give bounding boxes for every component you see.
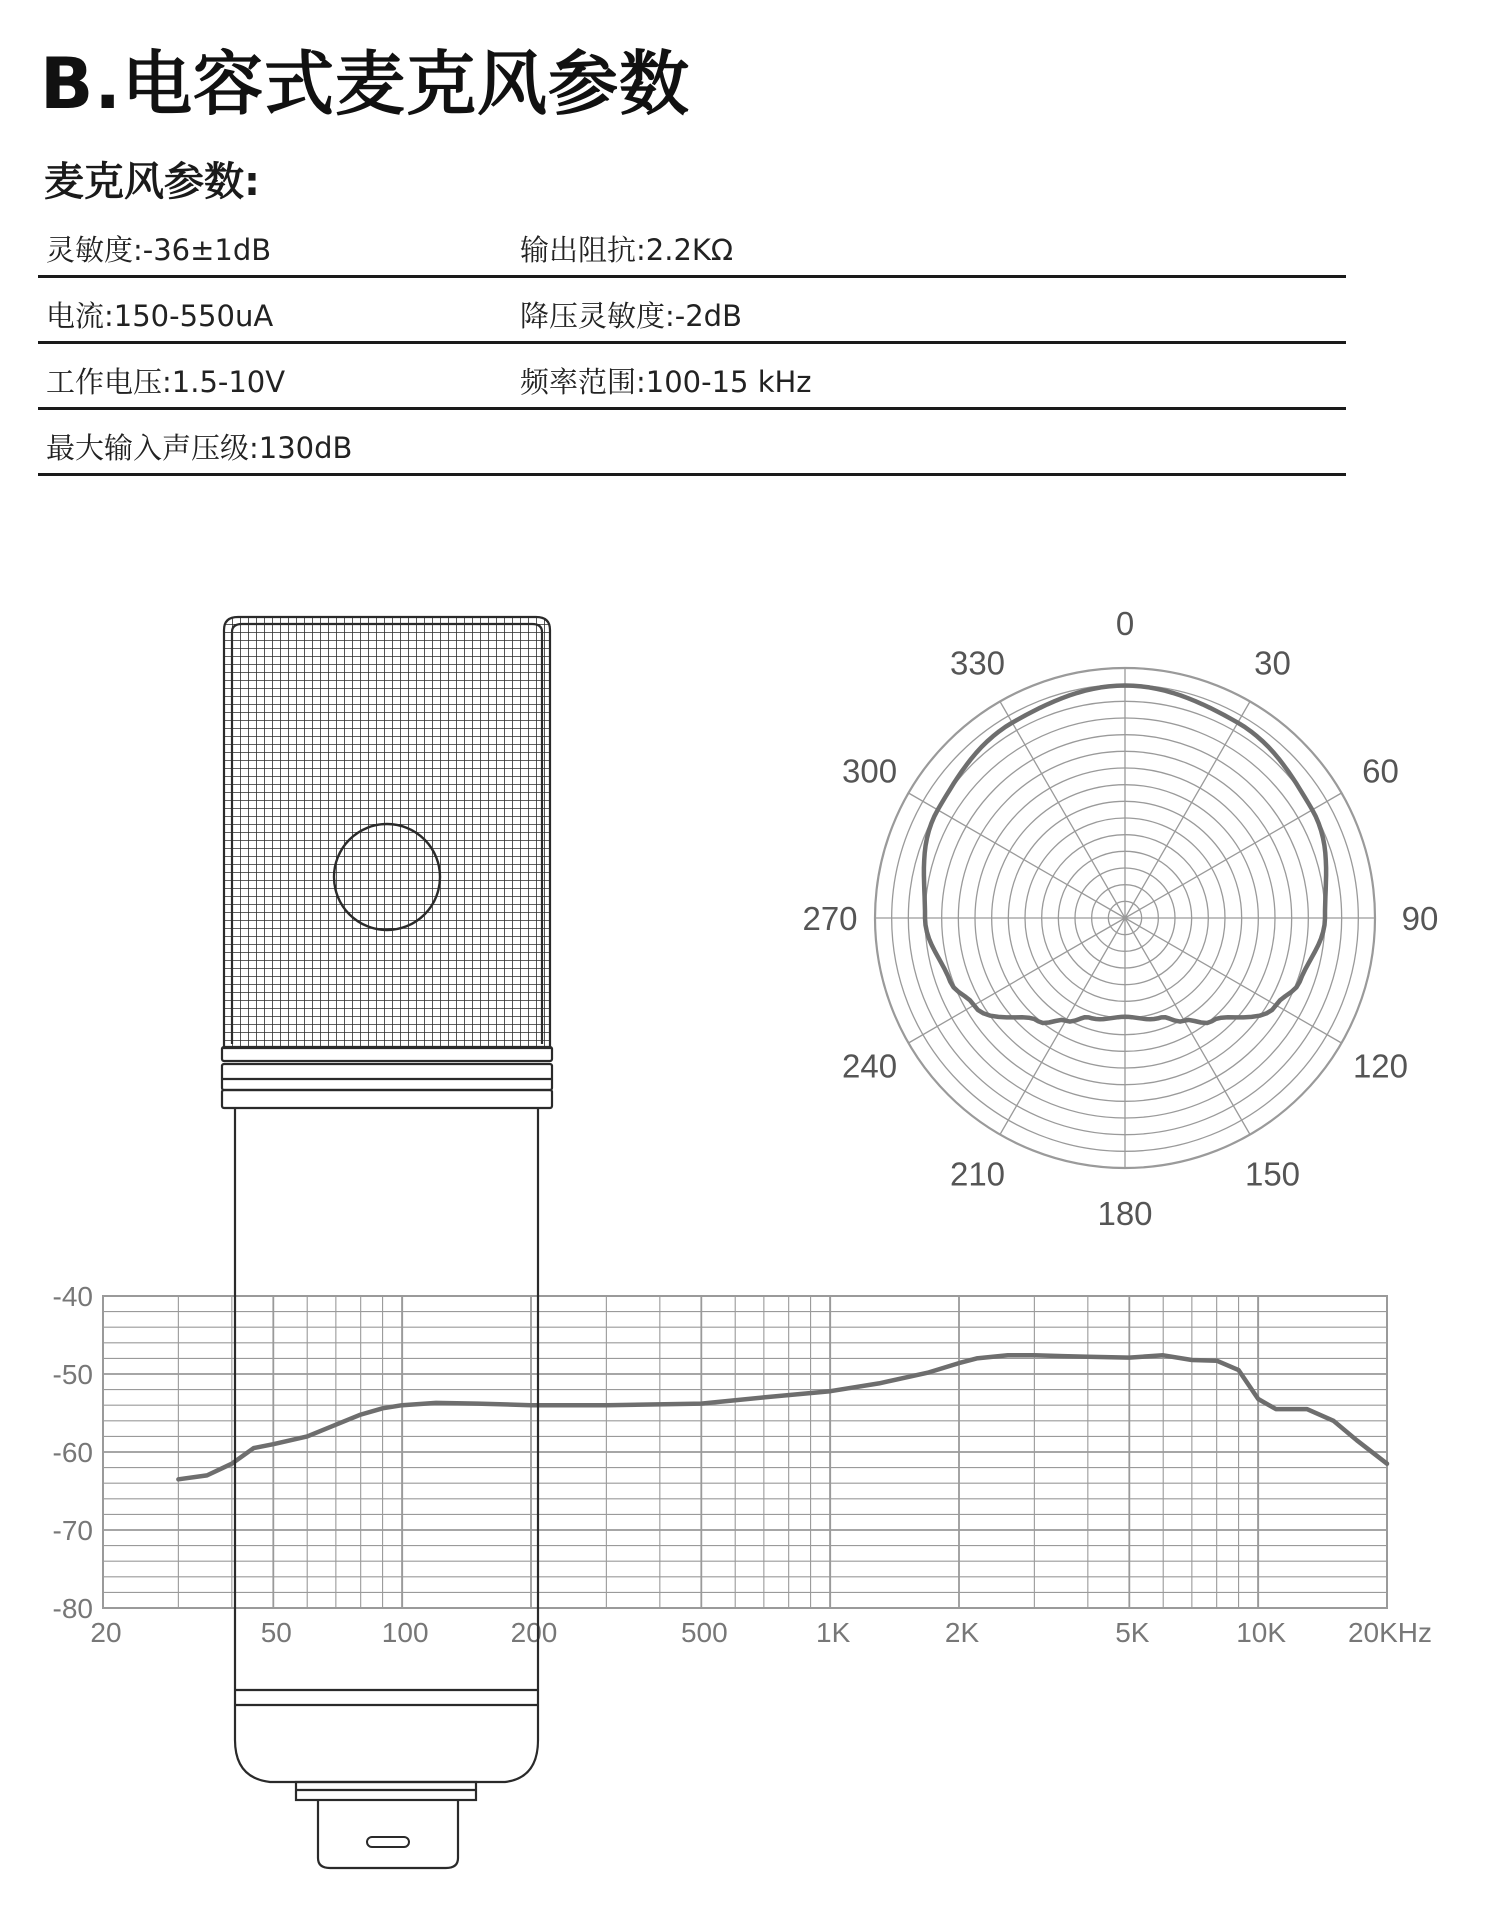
mic-body xyxy=(235,1108,538,1782)
polar-spoke xyxy=(1125,701,1250,918)
polar-angle-label: 210 xyxy=(949,1155,1006,1193)
polar-angle-label: 150 xyxy=(1244,1155,1301,1193)
freq-x-tick-label: 100 xyxy=(381,1617,429,1648)
freq-x-tick-label: 50 xyxy=(260,1617,292,1648)
mic-collar xyxy=(222,1090,552,1108)
mic-lower-ring xyxy=(222,1064,552,1090)
polar-angle-label: 180 xyxy=(1097,1195,1153,1232)
spec-output-impedance: 输出阻抗:2.2KΩ xyxy=(520,233,734,267)
microphone-illustration xyxy=(222,617,552,1868)
usb-port-icon xyxy=(367,1837,409,1847)
spec-sensitivity: 灵敏度:-36±1dB xyxy=(46,233,272,267)
polar-spoke xyxy=(1125,918,1250,1135)
page-title: B.电容式麦克风参数 xyxy=(40,43,690,125)
freq-y-tick-label: -60 xyxy=(52,1437,93,1468)
polar-spoke xyxy=(1000,701,1125,918)
polar-angle-label: 0 xyxy=(1115,605,1135,642)
section-heading: 麦克风参数: xyxy=(44,159,260,205)
spec-operating-voltage: 工作电压:1.5-10V xyxy=(46,365,286,399)
polar-angle-label: 30 xyxy=(1254,644,1291,682)
freq-x-tick-label: 200 xyxy=(510,1617,558,1648)
polar-angle-label: 330 xyxy=(949,644,1006,682)
polar-angle-label: 60 xyxy=(1362,752,1399,790)
freq-x-tick-label: 5K xyxy=(1115,1617,1150,1648)
polar-spoke xyxy=(1125,793,1342,918)
polar-spoke xyxy=(908,918,1125,1043)
mic-grille xyxy=(224,617,550,1048)
freq-x-tick-label: 10K xyxy=(1236,1617,1287,1648)
polar-angle-label: 300 xyxy=(841,752,898,790)
polar-angle-label: 90 xyxy=(1401,900,1439,937)
frequency-response-chart xyxy=(53,1281,1432,1648)
polar-spoke xyxy=(1000,918,1125,1135)
freq-y-tick-label: -50 xyxy=(52,1359,93,1390)
freq-y-tick-label: -70 xyxy=(52,1515,93,1546)
polar-pattern-chart xyxy=(802,605,1438,1232)
spec-frequency-range: 频率范围:100-15 kHz xyxy=(520,365,812,399)
freq-y-tick-label: -80 xyxy=(52,1593,93,1624)
polar-spoke xyxy=(908,793,1125,918)
freq-x-tick-label: 500 xyxy=(680,1617,728,1648)
polar-spoke xyxy=(1125,918,1342,1043)
spec-max-spl: 最大输入声压级:130dB xyxy=(46,431,353,465)
polar-angle-label: 120 xyxy=(1352,1047,1409,1085)
polar-angle-label: 240 xyxy=(841,1047,898,1085)
freq-x-tick-label: 20 xyxy=(90,1617,122,1648)
spec-current: 电流:150-550uA xyxy=(46,299,274,333)
spec-step-down-sensitivity: 降压灵敏度:-2dB xyxy=(520,299,742,333)
freq-x-tick-label: 2K xyxy=(944,1617,980,1648)
freq-x-tick-label: 1K xyxy=(816,1617,851,1648)
freq-x-tick-label: 20KHz xyxy=(1347,1617,1433,1648)
freq-y-tick-label: -40 xyxy=(52,1281,93,1312)
polar-angle-label: 270 xyxy=(802,900,858,937)
mic-usb-housing xyxy=(318,1800,458,1868)
